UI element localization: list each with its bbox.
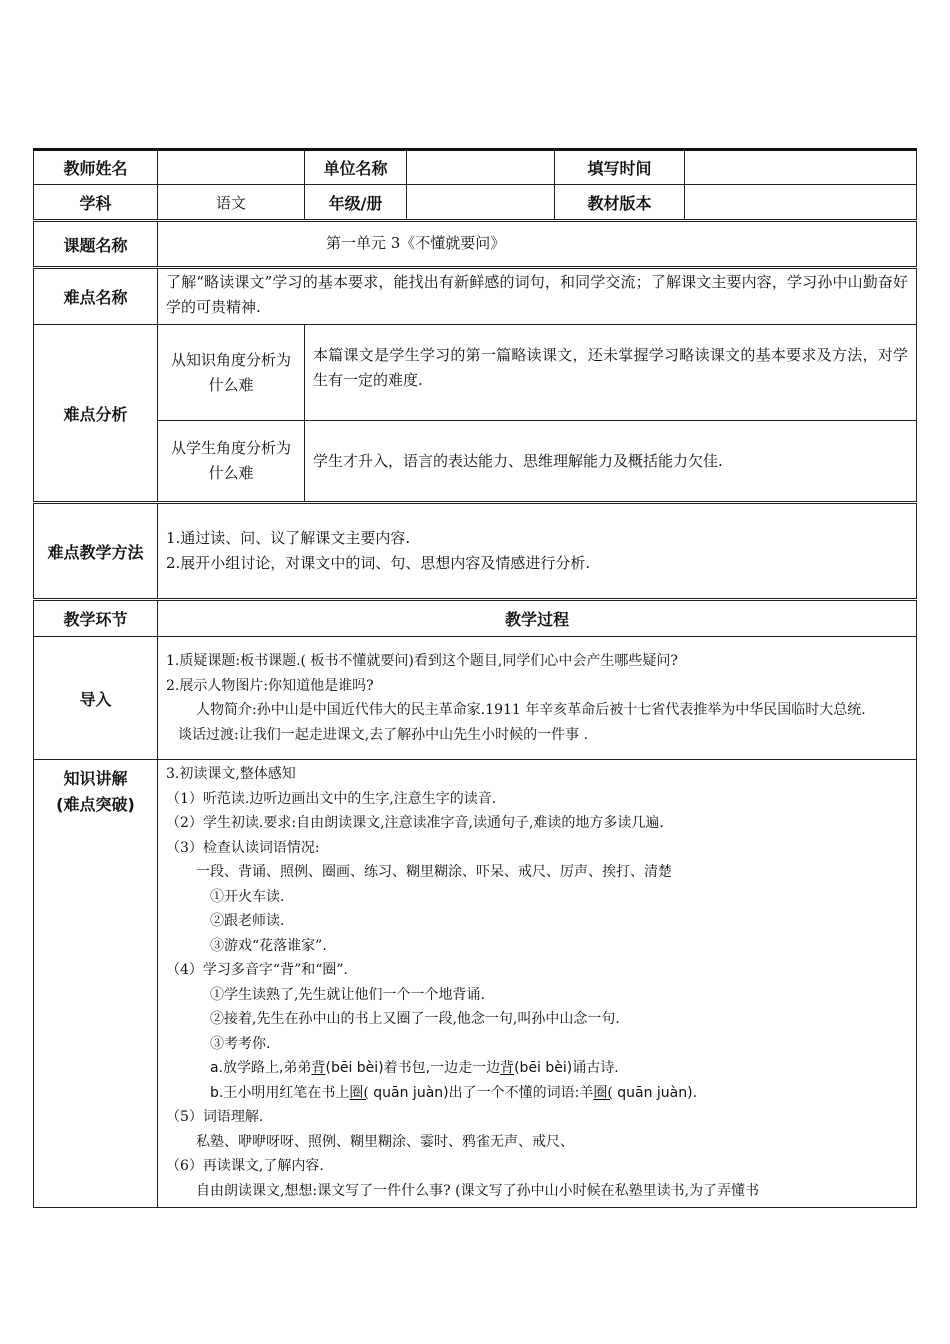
knowledge-label-line-2: (难点突破): [56, 795, 135, 814]
analysis-label: 难点分析: [34, 325, 158, 503]
knowledge-line: （4）学习多音字“背”和“圈”.: [166, 962, 348, 978]
knowledge-line: （2）学生初读.要求:自由朗读课文,注意读准字音,读通句子,难读的地方多读几遍.: [166, 815, 664, 831]
knowledge-line: 3.初读课文,整体感知: [166, 766, 296, 782]
knowledge-angle-value: 本篇课文是学生学习的第一篇略读课文，还未掌握学习略读课文的基本要求及方法，对学生有一定的难度.: [305, 325, 917, 421]
intro-line-4: 谈话过渡:让我们一起走进课文,去了解孙中山先生小时候的一件事 .: [178, 726, 589, 743]
intro-line-2: 2.展示人物图片:你知道他是谁吗?: [166, 677, 374, 694]
intro-label: 导入: [34, 637, 158, 760]
method-line-1: 1.通过读、问、议了解课文主要内容.: [166, 529, 411, 547]
knowledge-line: ③考考你.: [210, 1035, 271, 1052]
vocabulary-list: 一段、背诵、照例、圈画、练习、糊里糊涂、吓呆、戒尺、厉声、挨打、清楚: [196, 864, 672, 880]
polyphone-exercise-a: [166, 1056, 908, 1081]
unit-name-label: 单位名称: [305, 150, 407, 185]
teacher-name-field[interactable]: [158, 150, 305, 185]
intro-line-1: 1.质疑课题:板书课题.( 板书不懂就要问)看到这个题目,同学们心中会产生哪些疑问?: [166, 653, 678, 669]
unit-name-field[interactable]: [407, 150, 555, 185]
lesson-plan-sheet: [33, 148, 916, 1208]
knowledge-angle-label: 从知识角度分析为什么难: [158, 325, 305, 421]
exercise-a-underline-1: 背: [311, 1060, 326, 1076]
process-header: 教学过程: [158, 600, 917, 637]
exercise-a-text-2: (bēi bèi)着书包,一边走一边: [325, 1060, 501, 1076]
exercise-b-underline-1: 圈(: [349, 1084, 369, 1101]
method-line-2: 2.展开小组讨论，对课文中的词、句、思想内容及情感进行分析.: [166, 554, 591, 572]
topic-value: [158, 221, 917, 268]
vocabulary-list-2: 私塾、咿咿呀呀、照例、糊里糊涂、霎时、鸦雀无声、戒尺、: [196, 1133, 574, 1150]
exercise-b-text-3: quān juàn).: [612, 1084, 698, 1101]
lesson-plan-table: [33, 148, 917, 1208]
exercise-b-text-2: quān juàn)出了一个不懂的词语:羊: [368, 1084, 594, 1101]
knowledge-label-line-1: 知识讲解: [63, 769, 128, 788]
exercise-a-underline-2: 背: [500, 1060, 515, 1076]
knowledge-line: （3）检查认读词语情况:: [166, 839, 320, 856]
teacher-name-label: 教师姓名: [34, 150, 158, 185]
exercise-b-text-1: b.王小明用红笔在书上: [210, 1084, 350, 1101]
textbook-field[interactable]: [685, 185, 917, 221]
stage-header: 教学环节: [34, 600, 158, 637]
knowledge-label: [34, 760, 158, 1208]
knowledge-line: ③游戏“花落谁家”.: [210, 937, 327, 954]
intro-line-3: 人物简介:孙中山是中国近代伟大的民主革命家.1911 年辛亥革命后被十七省代表推举为中华民国临时大总统.: [196, 702, 866, 718]
method-label: 难点教学方法: [34, 503, 158, 600]
textbook-label: 教材版本: [555, 185, 685, 221]
topic-text: 第一单元 3《不懂就要问》: [326, 234, 506, 252]
topic-label: 课题名称: [34, 221, 158, 268]
intro-content: [158, 637, 917, 760]
difficulty-value: 了解“略读课文”学习的基本要求，能找出有新鲜感的词句，和同学交流；了解课文主要内容，学习孙中山勤奋好学的可贵精神.: [158, 268, 917, 325]
knowledge-line: ②跟老师读.: [210, 913, 285, 929]
knowledge-content: [158, 760, 917, 1208]
knowledge-line: （5）词语理解.: [166, 1109, 264, 1125]
knowledge-line: 自由朗读课文,想想:课文写了一件什么事? (课文写了孙中山小时候在私塾里读书,为了弄懂书: [196, 1182, 760, 1199]
knowledge-line: （6）再读课文,了解内容.: [166, 1158, 324, 1174]
knowledge-line: ①开火车读.: [210, 888, 285, 905]
difficulty-label: 难点名称: [34, 268, 158, 325]
polyphone-exercise-b: [166, 1081, 908, 1106]
exercise-a-text-1: a.放学路上,弟弟: [210, 1060, 312, 1076]
fill-time-field[interactable]: [685, 150, 917, 185]
knowledge-line: ②接着,先生在孙中山的书上又圈了一段,他念一句,叫孙中山念一句.: [210, 1011, 620, 1027]
method-value: [158, 503, 917, 600]
grade-label: 年级/册: [305, 185, 407, 221]
student-angle-value: 学生才升入，语言的表达能力、思维理解能力及概括能力欠佳.: [305, 421, 917, 503]
exercise-b-underline-2: 圈(: [593, 1084, 613, 1101]
exercise-a-text-3: (bēi bèi)诵古诗.: [514, 1060, 619, 1076]
student-angle-label: 从学生角度分析为什么难: [158, 421, 305, 503]
subject-value: 语文: [158, 185, 305, 221]
subject-label: 学科: [34, 185, 158, 221]
knowledge-line: （1）听范读.边听边画出文中的生字,注意生字的读音.: [166, 790, 497, 807]
grade-field[interactable]: [407, 185, 555, 221]
fill-time-label: 填写时间: [555, 150, 685, 185]
knowledge-line: ①学生读熟了,先生就让他们一个一个地背诵.: [210, 986, 485, 1003]
